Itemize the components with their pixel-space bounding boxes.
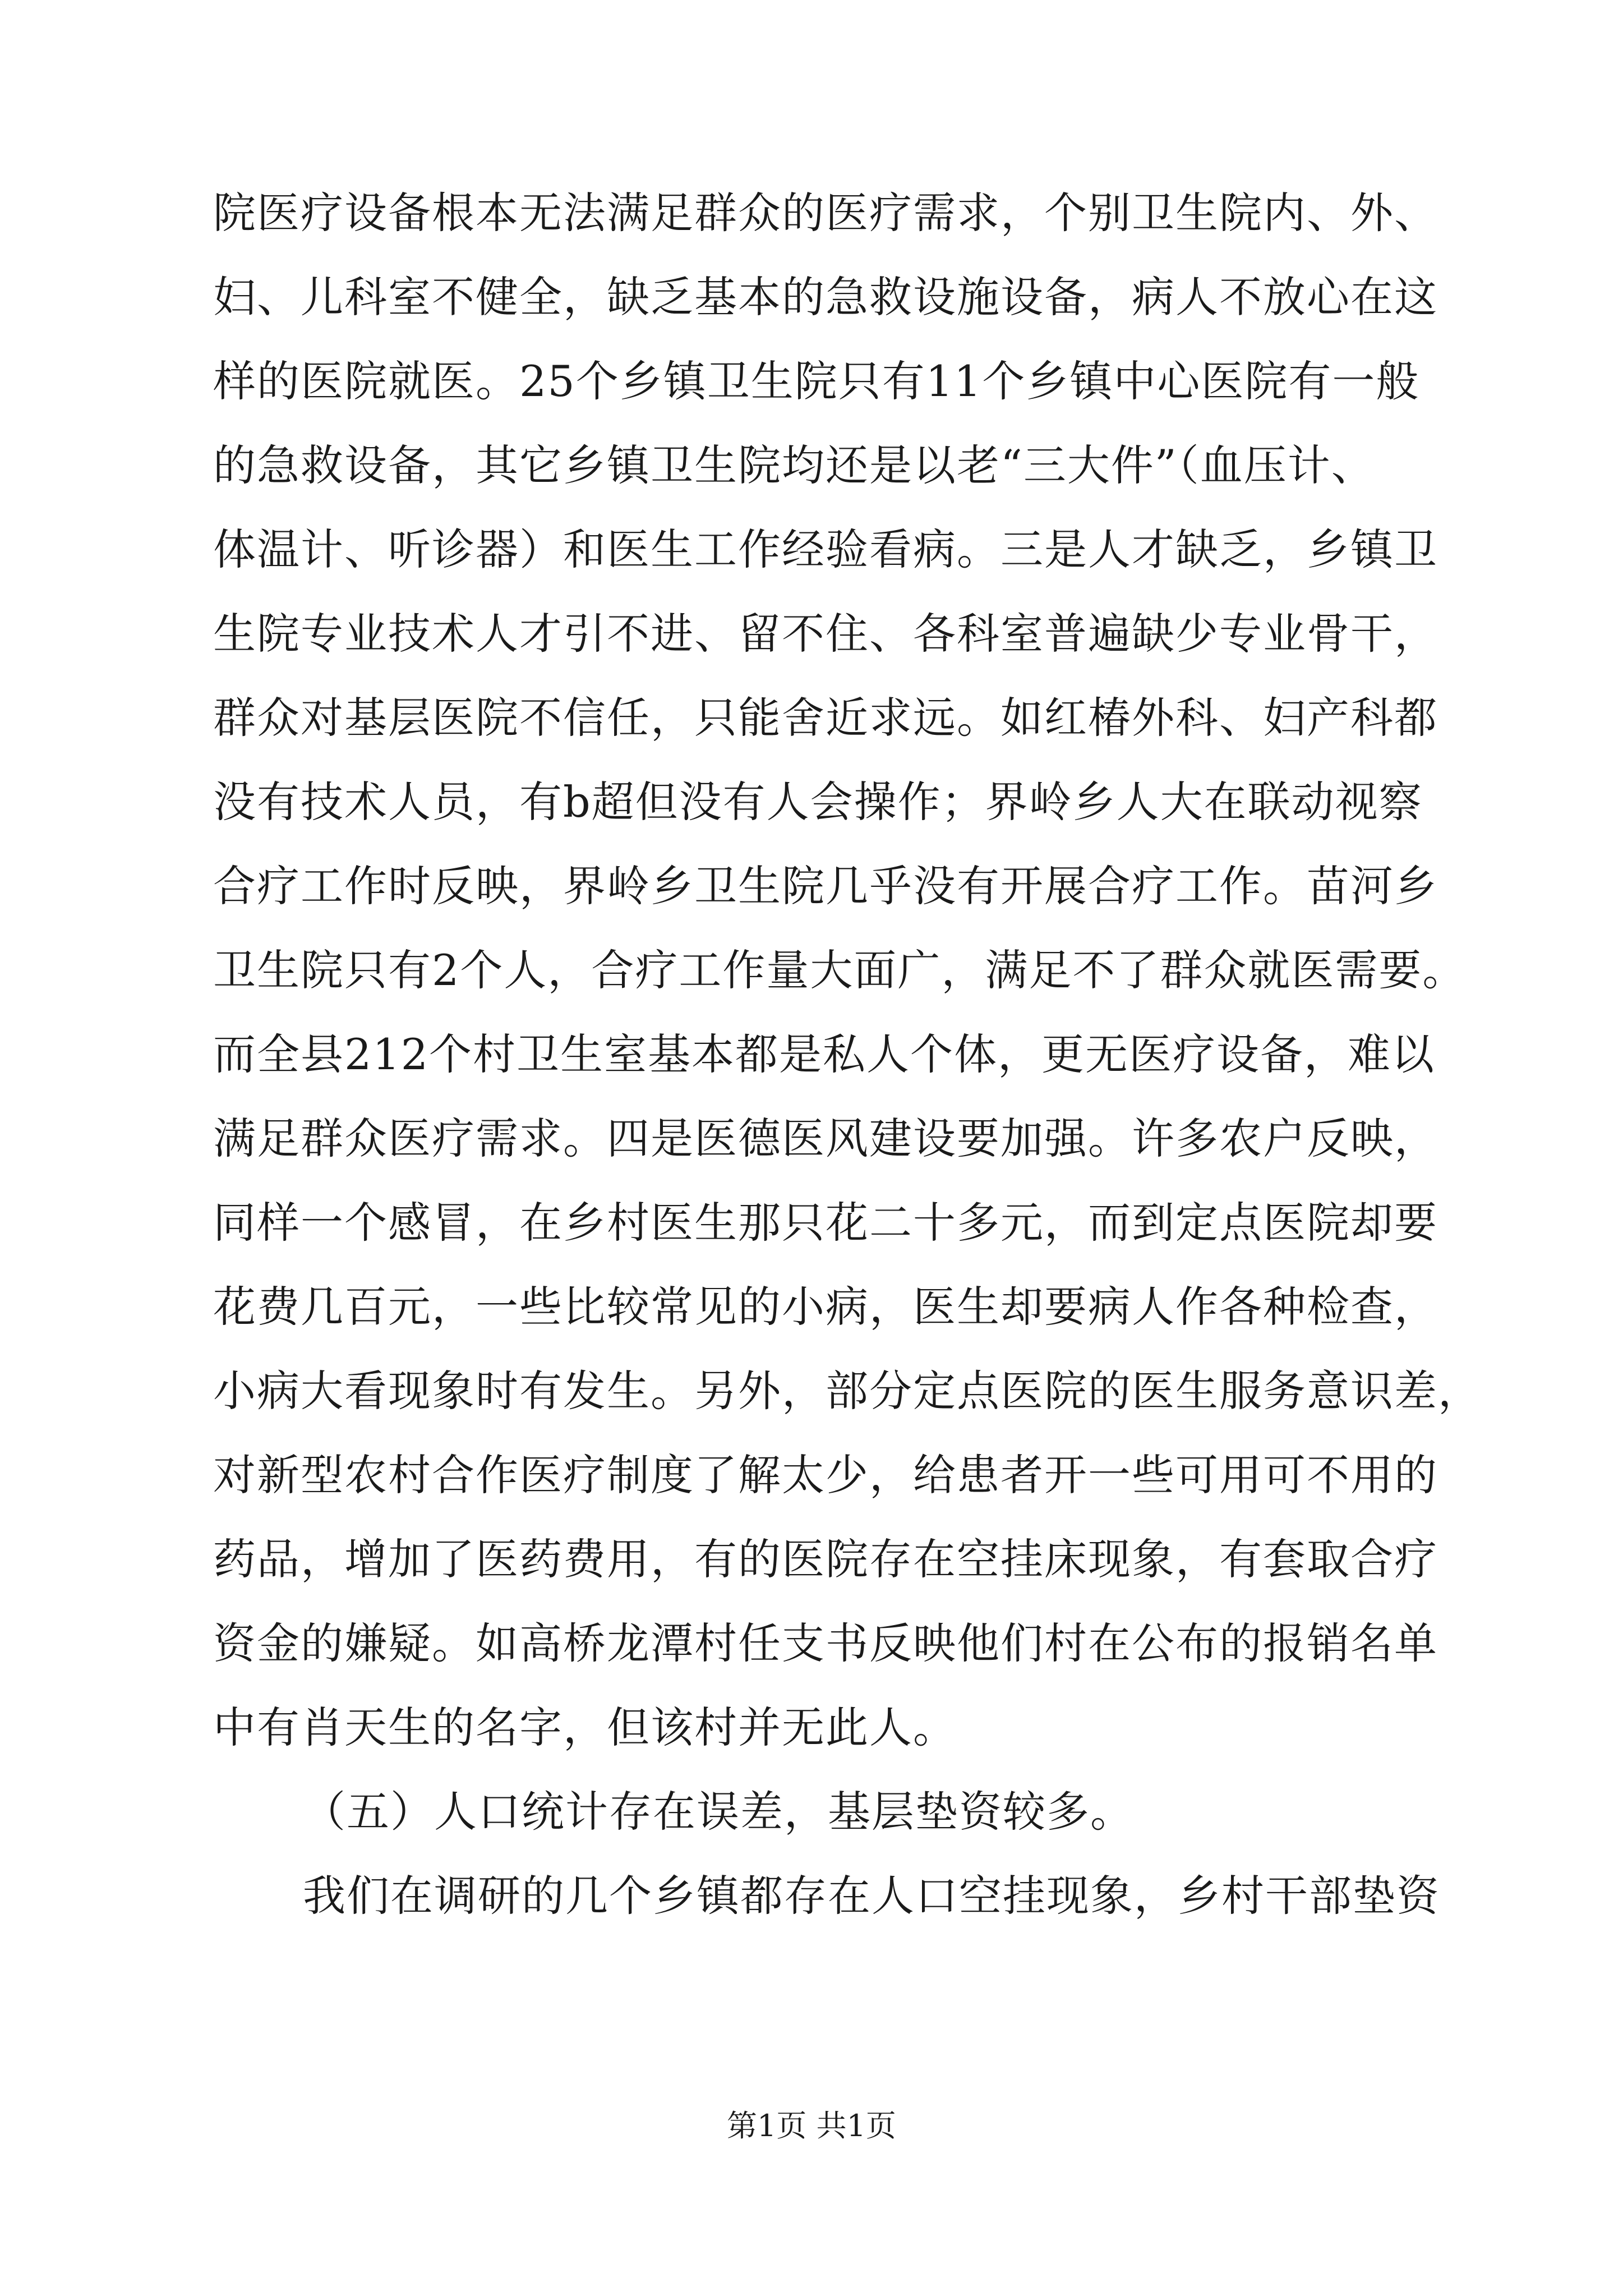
body-line: 满足群众医疗需求。四是医德医风建设要加强。许多农户反映， (213, 1114, 1438, 1163)
body-line: 药品，增加了医药费用，有的医院存在空挂床现象，有套取合疗 (213, 1534, 1438, 1584)
body-line: 合疗工作时反映，界岭乡卫生院几乎没有开展合疗工作。苗河乡 (213, 861, 1438, 911)
body-line: 群众对基层医院不信任，只能舍近求远。如红椿外科、妇产科都 (213, 693, 1438, 743)
body-line: 体温计、听诊器）和医生工作经验看病。三是人才缺乏，乡镇卫 (213, 524, 1438, 574)
body-line: 而全县212个村卫生室基本都是私人个体，更无医疗设备，难以 (213, 1029, 1436, 1079)
body-line: 我们在调研的几个乡镇都存在人口空挂现象，乡村干部垫资 (303, 1871, 1440, 1921)
body-line: 花费几百元，一些比较常见的小病，医生却要病人作各种检查， (213, 1282, 1438, 1332)
body-line: 同样一个感冒，在乡村医生那只花二十多元，而到定点医院却要 (213, 1198, 1438, 1248)
body-line: 的急救设备，其它乡镇卫生院均还是以老“三大件”（血压计、 (213, 440, 1375, 490)
page-footer: 第1页 共1页 (727, 2108, 896, 2143)
body-line: 中有肖天生的名字，但该村并无此人。 (213, 1703, 957, 1752)
body-line: 卫生院只有2个人，合疗工作量大面广，满足不了群众就医需要。 (213, 945, 1467, 995)
body-line: 妇、儿科室不健全，缺乏基本的急救设施设备，病人不放心在这 (213, 272, 1438, 322)
body-line: 院医疗设备根本无法满足群众的医疗需求，个别卫生院内、外、 (213, 188, 1438, 238)
section-heading: （五）人口统计存在误差，基层垫资较多。 (303, 1787, 1134, 1837)
body-line: 没有技术人员，有b超但没有人会操作；界岭乡人大在联动视察 (213, 777, 1423, 827)
body-line: 资金的嫌疑。如高桥龙潭村任支书反映他们村在公布的报销名单 (213, 1618, 1438, 1668)
body-line: 小病大看现象时有发生。另外，部分定点医院的医生服务意识差， (213, 1366, 1482, 1416)
body-line: 对新型农村合作医疗制度了解太少，给患者开一些可用可不用的 (213, 1450, 1438, 1500)
body-line: 生院专业技术人才引不进、留不住、各科室普遍缺少专业骨干， (213, 609, 1438, 659)
body-line: 样的医院就医。25个乡镇卫生院只有11个乡镇中心医院有一般 (213, 356, 1420, 406)
